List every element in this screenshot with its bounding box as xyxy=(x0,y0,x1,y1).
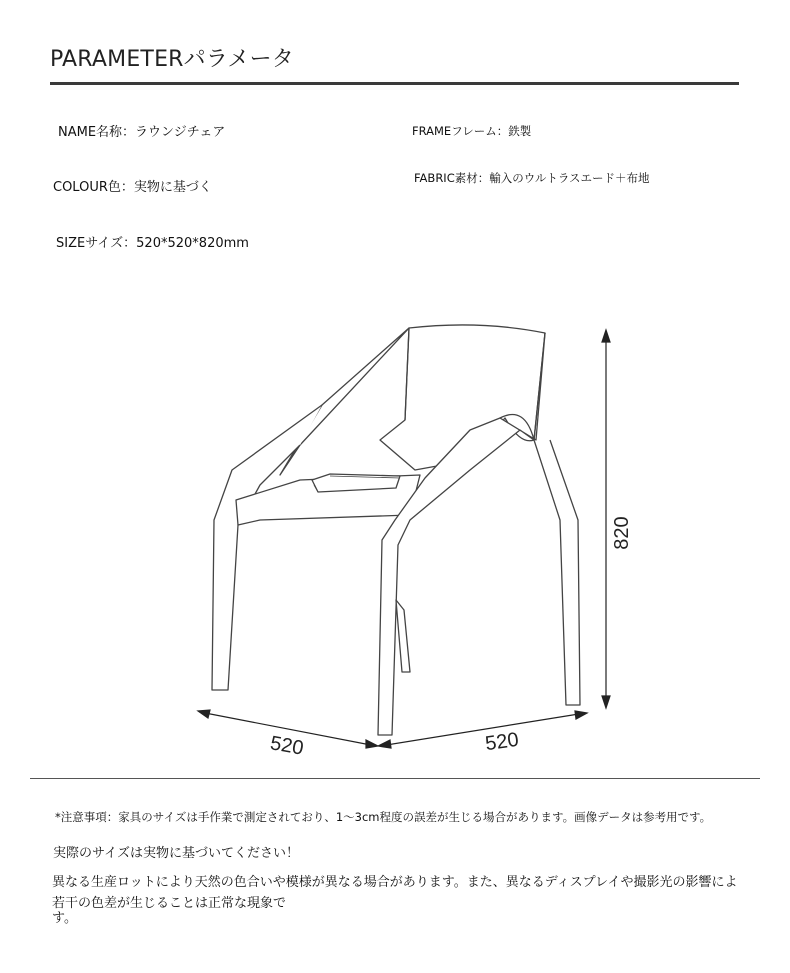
param-colour: COLOUR色：実物に基づく xyxy=(53,180,212,195)
width-label: 520 xyxy=(483,728,521,756)
chair-left-front-leg xyxy=(212,405,322,690)
chair-left-side xyxy=(280,328,409,475)
arrow-right-icon xyxy=(366,740,378,748)
chair-dimension-diagram xyxy=(0,300,790,770)
arrow-up-icon xyxy=(602,330,610,342)
page-title: PARAMETERパラメータ xyxy=(50,47,295,72)
size-note: 実際のサイズは実物に基づいてください！ xyxy=(53,846,299,861)
param-frame: FRAMEフレーム：鉄製 xyxy=(412,124,532,138)
dimension-lines xyxy=(198,330,610,748)
section-divider xyxy=(30,778,760,779)
chair-drawing xyxy=(212,325,580,735)
color-difference-note: 若干の色差が生じることは正常な現象です。 xyxy=(52,896,287,926)
param-size: SIZEサイズ：520*520*820mm xyxy=(56,236,249,251)
arrow-down-icon xyxy=(602,696,610,708)
chair-rear-leg xyxy=(396,600,410,672)
arrow-right-icon xyxy=(575,711,587,719)
arrow-left-icon xyxy=(378,740,391,748)
param-name: NAME名称：ラウンジチェア xyxy=(58,125,226,140)
arrow-left-icon xyxy=(198,710,210,718)
height-label: 820 xyxy=(611,516,633,550)
width-dimension-line xyxy=(380,713,585,746)
color-variation-note: 異なる生産ロットにより天然の色合いや模様が異なる場合があります。また、異なるディスプレイや撮影光の影響によ xyxy=(52,875,738,890)
title-divider xyxy=(50,82,739,85)
depth-label: 520 xyxy=(268,732,306,760)
caution-note: *注意事項：家具のサイズは手作業で測定されており、1〜3cm程度の誤差が生じる場合があります。画像データは参考用です。 xyxy=(55,810,712,824)
param-fabric: FABRIC素材：輸入のウルトラスエード＋布地 xyxy=(414,171,650,185)
